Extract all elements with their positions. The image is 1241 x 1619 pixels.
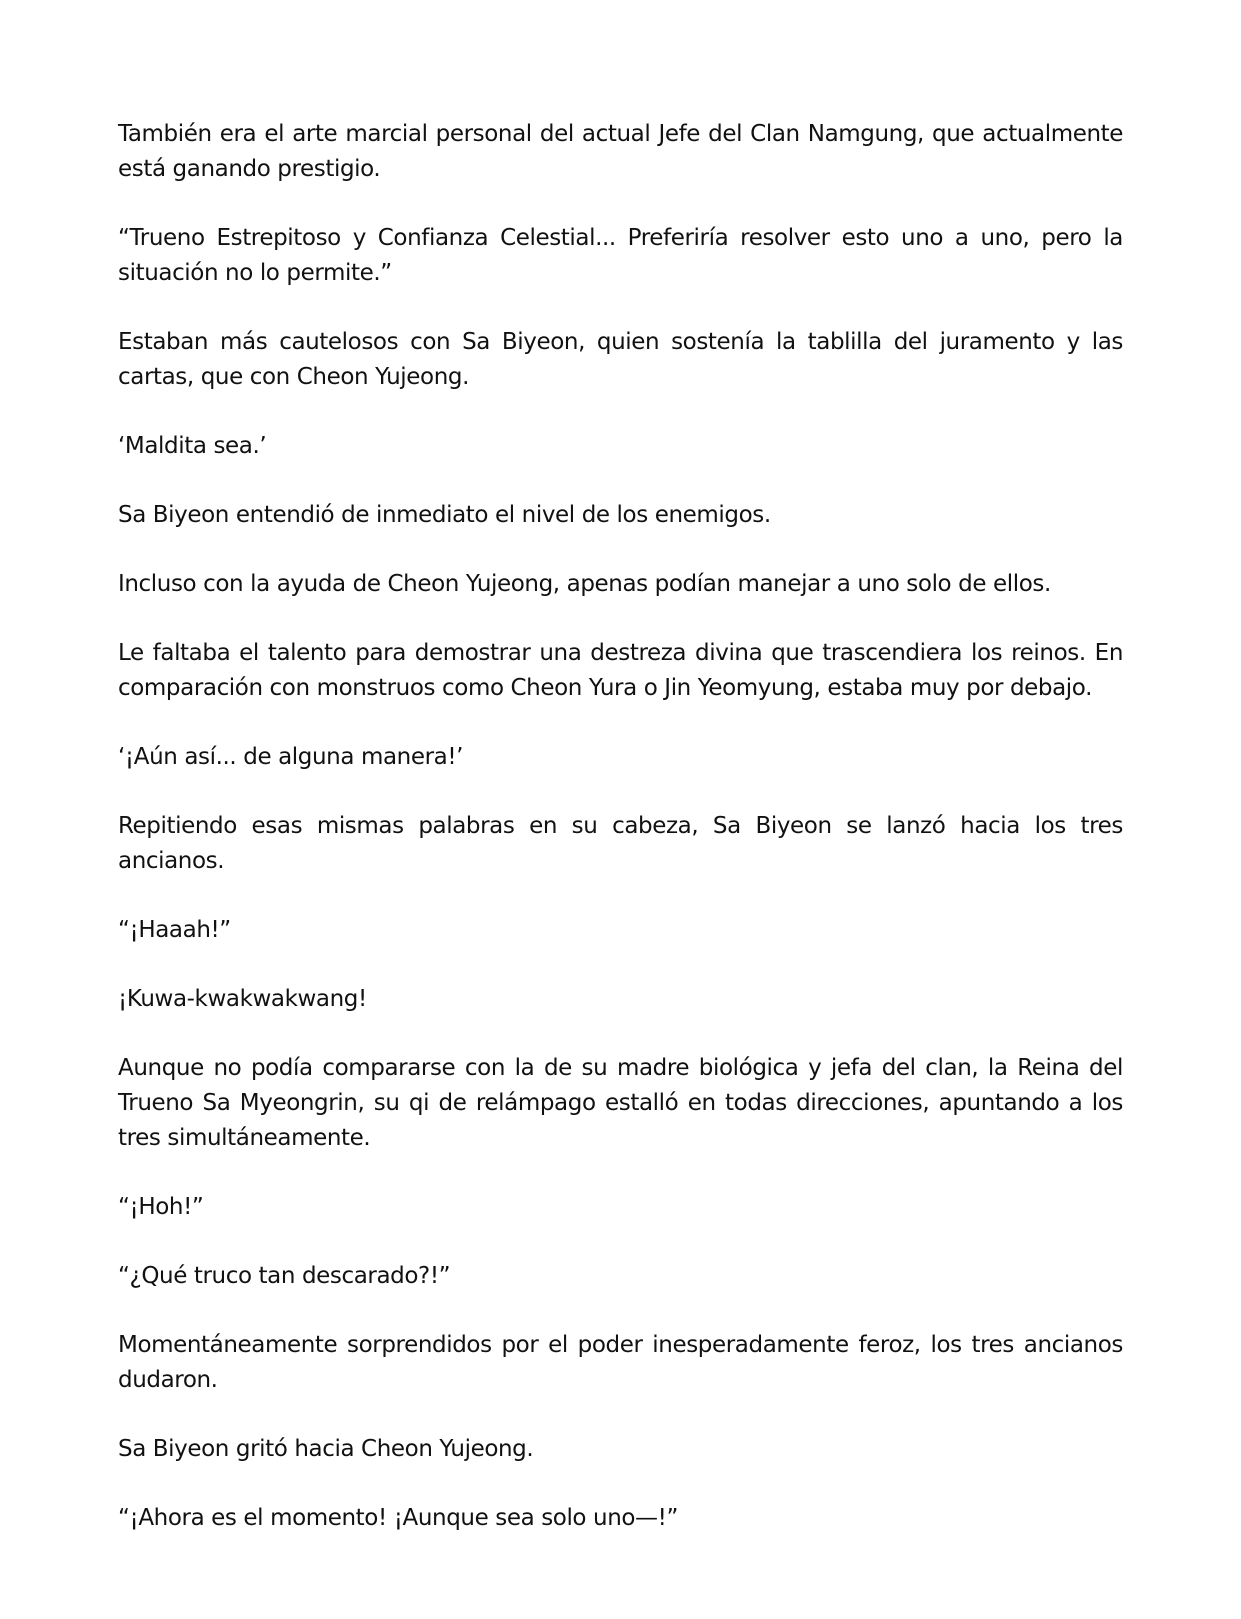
paragraph: “¡Ahora es el momento! ¡Aunque sea solo uno—!” [118, 1505, 678, 1531]
paragraph: Sa Biyeon gritó hacia Cheon Yujeong. [118, 1436, 534, 1462]
paragraph: Incluso con la ayuda de Cheon Yujeong, apenas podían manejar a uno solo de ellos. [118, 571, 1051, 597]
paragraph: Estaban más cautelosos con Sa Biyeon, quien sostenía la tablilla del juramento y las cartas, que con Cheon Yujeong. [118, 329, 1123, 390]
paragraph: Aunque no podía compararse con la de su madre biológica y jefa del clan, la Reina del Trueno Sa Myeongrin, su qi de relámpago estalló en todas direcciones, apuntando a los tres simultáneamente. [118, 1055, 1123, 1151]
paragraph: Momentáneamente sorprendidos por el poder inesperadamente feroz, los tres ancianos dudaron. [118, 1332, 1123, 1393]
paragraph: “¿Qué truco tan descarado?!” [118, 1263, 451, 1289]
paragraph: “¡Haaah!” [118, 917, 231, 943]
paragraph: También era el arte marcial personal del actual Jefe del Clan Namgung, que actualmente está ganando prestigio. [118, 121, 1123, 182]
paragraph: Repitiendo esas mismas palabras en su cabeza, Sa Biyeon se lanzó hacia los tres ancianos. [118, 813, 1123, 874]
document-body [118, 117, 1123, 1570]
paragraph: ‘¡Aún así... de alguna manera!’ [118, 744, 464, 770]
paragraph: “Trueno Estrepitoso y Confianza Celestial... Preferiría resolver esto uno a uno, pero la situación no lo permite.” [118, 225, 1123, 286]
paragraph: “¡Hoh!” [118, 1194, 204, 1220]
paragraph: ¡Kuwa-kwakwakwang! [118, 986, 367, 1012]
paragraph: Sa Biyeon entendió de inmediato el nivel de los enemigos. [118, 502, 771, 528]
paragraph: Le faltaba el talento para demostrar una destreza divina que trascendiera los reinos. En comparación con monstruos como Cheon Yura o Jin Yeomyung, estaba muy por debajo. [118, 640, 1123, 701]
paragraph: ‘Maldita sea.’ [118, 433, 267, 459]
